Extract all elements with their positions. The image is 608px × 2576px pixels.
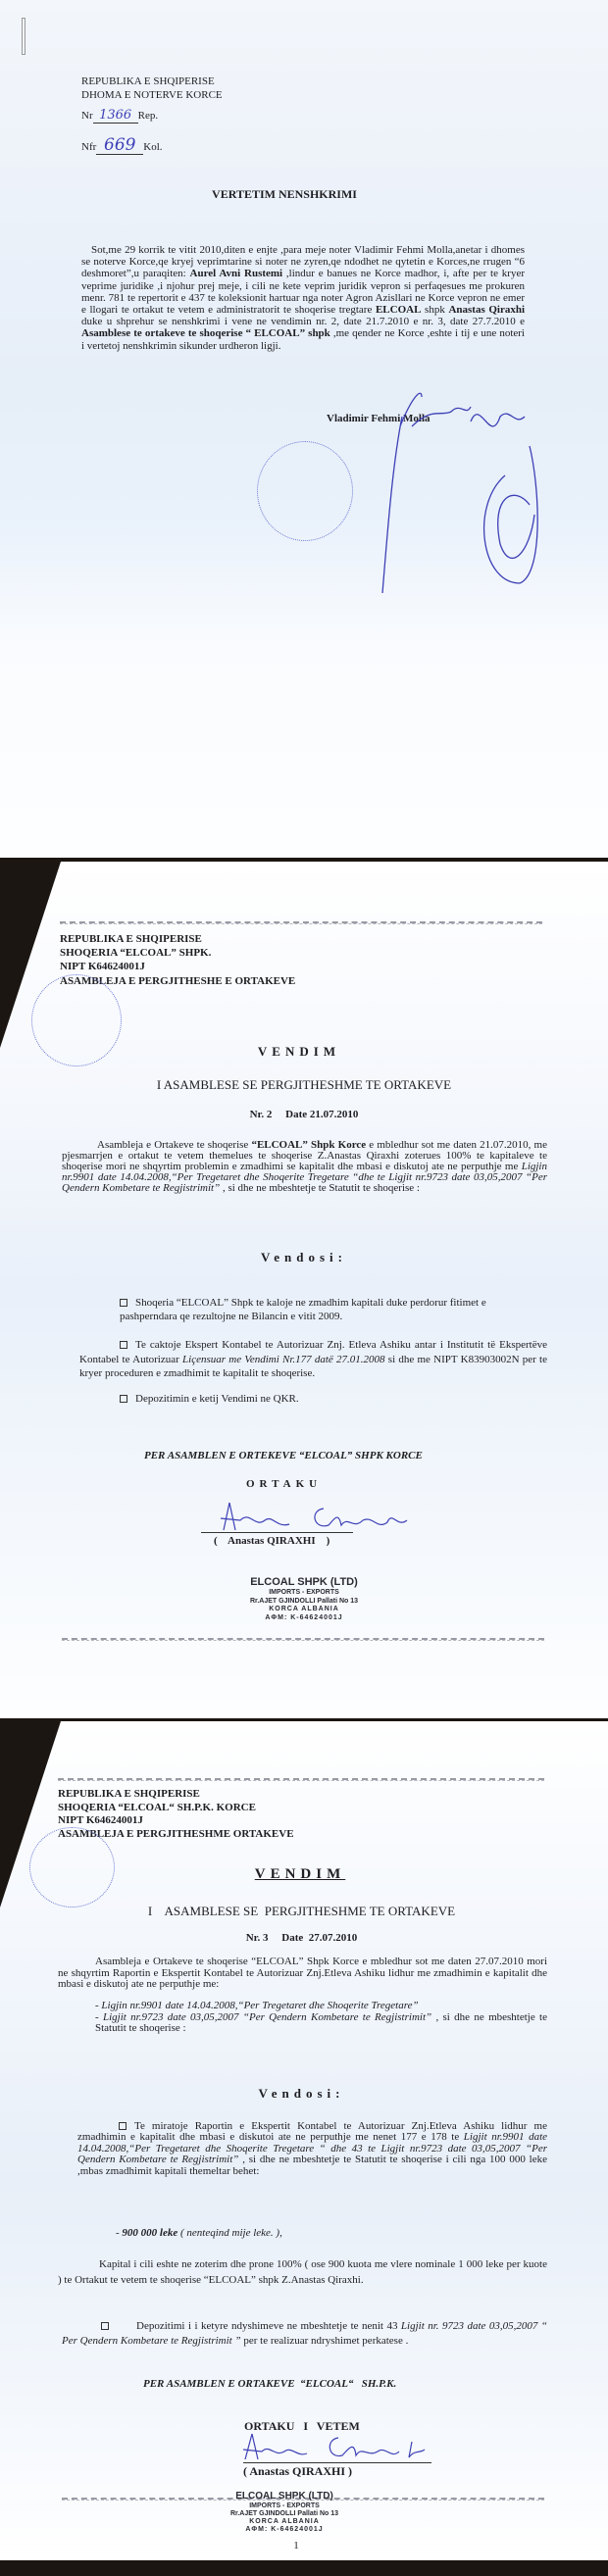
- item-text: [120, 1297, 486, 1322]
- shareholder-signature: [240, 2432, 436, 2465]
- signature-line: [201, 1532, 353, 1533]
- decision-subtitle: I ASAMBLESE SE PERGJITHESHME TE ORTAKEVE: [147, 1904, 456, 1918]
- notary-seal: [257, 441, 353, 541]
- divider: [62, 1638, 544, 1641]
- decision-title: VENDIM: [254, 1866, 346, 1882]
- decision-number-date: Nr. 3 Date 27.07.2010: [245, 1932, 358, 1944]
- text-segment: , si dhe ne mbeshtetje te Statutit te shoqerise :: [95, 2010, 547, 2034]
- signer-role: ORTAKU I VETEM: [244, 2419, 360, 2433]
- decision-item: [62, 2319, 547, 2348]
- header-line: SHOQERIA “ELCOAL“ SH.P.K. KORCE: [58, 1802, 256, 1813]
- item-text: [77, 2120, 547, 2177]
- nr-label: Nr: [81, 110, 93, 122]
- vendosi-heading: Vendosi:: [258, 2086, 345, 2101]
- text-segment: - Ligjit nr.9723 date 03,05,2007 “Per Qendern Kombetare te Regjistrimit”: [95, 2010, 432, 2023]
- text-segment: Te caktoje Ekspert Kontabel te Autorizuar Znj. Etleva Ashiku antar i Institutit të Ekspertëve Kontabel te Autorizuar: [79, 1339, 547, 1365]
- text-segment: Anastas Qiraxhi: [448, 304, 526, 317]
- document-title: VERTETIM NENSHKRIMI: [212, 187, 357, 201]
- text-segment: Ligjit nr.9901 date 14.04.2008,“Per Tregetaret dhe Shoqerite Tregetare “ dhe 43 te Ligjit nr.9723 date 03,05,2007 “Per Qendern Kombetare te Regjistrimit”: [77, 2131, 548, 2166]
- text-segment: Sot,me 29 korrik te vitit 2010,diten e enjte ,para meje noter Vladimir Fehmi Molla,anetar i dhomes se noterve Korce,qe kryej veprimtarine si noter ne zyren,qe ndodhet ne qytetin e Korces,ne rrugen “6 deshmoret”,u paraqiten:: [81, 244, 525, 280]
- text-segment: Depozitimin e ketij Vendimi ne QKR.: [135, 1393, 299, 1405]
- text-segment: -: [116, 2227, 123, 2239]
- checkbox-bullet-icon: [120, 1341, 127, 1349]
- decision-item: [120, 1394, 532, 1406]
- kol-label: Kol.: [143, 141, 163, 153]
- company-stamp-line: AΦM: K-64624001J: [265, 1614, 343, 1621]
- decision-item: [79, 1338, 547, 1381]
- page-number: 1: [293, 2540, 299, 2551]
- text-segment: ( nenteqind mije leke. ),: [177, 2227, 282, 2239]
- text-segment: Kapital i cili eshte ne zoterim dhe prone 100% ( ose 900 kuota me vlere nominale 1 000 leke per kuote ) te Ortakut te vetem te shoqerise “ELCOAL” shpk Z.Anastas Qiraxhi.: [58, 2258, 547, 2286]
- nr-rep-line: [81, 109, 158, 124]
- text-segment: ,lindur e banues ne Korce madhor, i, afte per te kryer veprime juridike ,i njohur prej meje, i cili ne kete veprim juridik vepron si perfaqesues me prokuren menr. 781 te repertorit e 437 te koleksionit hartuar nga noter Agron Azisllari ne Korce vepron ne emer e llogari te ortakut te vetem e administratorit te shoqerise tregtare: [81, 268, 525, 317]
- text-segment: , si dhe ne mbeshtetje te Statutit te shoqerise :: [220, 1182, 420, 1194]
- text-segment: shpk: [421, 304, 449, 317]
- page-decision-2: [0, 862, 608, 1718]
- rep-label: Rep.: [137, 110, 159, 122]
- checkbox-bullet-icon: [119, 2122, 127, 2130]
- header-line: NIPT K64624001J: [58, 1814, 143, 1826]
- page-decision-3: [0, 1721, 608, 2560]
- item-text: [79, 1339, 547, 1379]
- checkbox-bullet-icon: [101, 2322, 109, 2330]
- text-segment: e mbledhur sot me daten 21.07.2010, me pjesmarrjen e ortakut te vetem themelues te shoqerise Z.Anastas Qiraxhi zoterues 100% te kapitaleve te shoqerise mori ne shqyrtim problemin e zmadhimi se kapitalit dhe mbasi e diskutoj ate ne perputhje me: [62, 1139, 547, 1172]
- notary-name: Vladimir Fehmi Molla: [327, 413, 431, 424]
- text-segment: per te realizuar ndryshimet perkatese .: [240, 2334, 409, 2347]
- header-line: REPUBLIKA E SHQIPERISE: [58, 1788, 200, 1800]
- signer-name: ( Anastas QIRAXHI ): [243, 2464, 353, 2478]
- notary-seal: [29, 1827, 115, 1907]
- text-segment: ,me qender ne Korce ,eshte i tij e une noteri i vertetoj nenshkrimin sikunder urdheron ligji.: [81, 327, 525, 352]
- checkbox-bullet-icon: [120, 1299, 127, 1307]
- certification-paragraph: [81, 244, 525, 352]
- text-segment: Asambleja e Ortakeve te shoqerise: [97, 1139, 252, 1151]
- company-stamp-line: KORCA ALBANIA: [249, 2518, 320, 2525]
- shareholder-signature: [216, 1501, 422, 1540]
- text-segment: si dhe me NIPT K83903002N per te kryer proceduren e zmadhimit te kapitalit te shoqerise.: [79, 1353, 547, 1379]
- divider: [60, 921, 542, 924]
- divider: [58, 1778, 544, 1781]
- decision-title: VENDIM: [257, 1044, 341, 1059]
- company-stamp-line: IMPORTS - EXPORTS: [249, 2502, 320, 2509]
- capital-amount: [116, 2227, 282, 2240]
- nfr-value: 669: [104, 135, 136, 155]
- text-segment: - Ligjin nr.9901 date 14.04.2008,“Per Tregetaret dhe Shoqerite Tregetare”: [95, 2000, 419, 2011]
- header-line: ASAMBLEJA E PERGJITHESHME ORTAKEVE: [58, 1828, 294, 1840]
- company-stamp-line: Rr.AJET GJINDOLLI Pallati No 13: [229, 2510, 339, 2517]
- text-segment: Ligjit nr. 9723 date 03,05,2007 “ Per Qendern Kombetare te Regjistrimit ”: [62, 2320, 547, 2347]
- header-line: REPUBLIKA E SHQIPERISE: [60, 933, 202, 945]
- nfr-label: Nfr: [81, 141, 97, 153]
- notary-signature: [343, 387, 549, 603]
- decision-paragraph: [62, 1140, 547, 1194]
- header-line: ASAMBLEJA E PERGJITHESHE E ORTAKEVE: [60, 975, 296, 987]
- decision-paragraph: [58, 1957, 547, 1991]
- text-segment: Asambleja e Ortakeve te shoqerise “ELCOAL” Shpk Korce e mbledhur sot me daten 27.07.2010 mori ne shqyrtim Raportin e Ekspertit Kontabel te Autorizuar Znj.Etleva Ashiku lidhur me zmadhimin e kapitalit dhe mbasi e diskutoj ate ne perputhje me:: [58, 1956, 547, 1990]
- header-line: NIPT K64624001J: [60, 961, 145, 972]
- header-line: REPUBLIKA E SHQIPERISE: [81, 75, 215, 87]
- decision-subtitle: I ASAMBLESE SE PERGJITHESHME TE ORTAKEVE: [156, 1077, 452, 1092]
- text-segment: duke u shprehur se nenshkrimi i vene ne vendimin nr. 2, date 21.7.2010 e nr. 3, date 27.7.2010 e: [81, 316, 525, 328]
- company-stamp-line: Rr.AJET GJINDOLLI Pallati No 13: [249, 1598, 359, 1605]
- header-line: SHOQERIA “ELCOAL” SHPK.: [60, 947, 212, 959]
- nfr-kol-line: [81, 135, 163, 155]
- signer-role: ORTAKU: [246, 1478, 323, 1490]
- decision-number-date: Nr. 2 Date 21.07.2010: [249, 1109, 359, 1120]
- law-references: [95, 2001, 547, 2035]
- closing-line: PER ASAMBLEN E ORTEKEVE “ELCOAL” SHPK KORCE: [144, 1450, 423, 1461]
- company-stamp-name: ELCOAL SHPK (LTD): [250, 1576, 358, 1588]
- text-segment: Te miratoje Raportin e Ekspertit Kontabel te Autorizuar Znj.Etleva Ashiku lidhur me zmadhimin e kapitalit dhe mbasi e diskutoi ate ne perputhje me nenet 177 e 178 te: [77, 2120, 547, 2144]
- scan-mark: [22, 18, 25, 55]
- item-text: [135, 1393, 299, 1405]
- checkbox-bullet-icon: [120, 1395, 127, 1403]
- item-text: [62, 2320, 547, 2347]
- law-reference: [95, 2012, 547, 2035]
- nr-value: 1366: [99, 108, 132, 123]
- decision-item: [120, 1296, 532, 1323]
- signature-line: [243, 2462, 431, 2463]
- text-segment: Shoqeria “ELCOAL” Shpk te kaloje ne zmadhim kapitali duke perdorur fitimet e pashperndara qe rezultojne ne Bilancin e vitit 2009.: [120, 1297, 486, 1322]
- text-segment: 900 000 leke: [122, 2227, 178, 2239]
- signer-name: ( Anastas QIRAXHI ): [214, 1535, 330, 1547]
- text-segment: , si dhe ne mbeshtetje te Statutit te shoqerise i cili nga 100 000 leke ,mbas zmadhimit kapitali themeltar behet:: [77, 2154, 547, 2177]
- text-segment: “ELCOAL” Shpk Korce: [251, 1139, 367, 1151]
- page-notary-certification: [0, 0, 608, 858]
- closing-line: PER ASAMBLEN E ORTAKEVE “ELCOAL“ SH.P.K.: [143, 2378, 397, 2390]
- company-stamp-line: KORCA ALBANIA: [269, 1606, 339, 1612]
- company-stamp-name: ELCOAL SHPK (LTD): [235, 2491, 333, 2502]
- vendosi-heading: Vendosi:: [261, 1250, 347, 1264]
- text-segment: Liçensuar me Vendimi Nr.177 datë 27.01.2008: [182, 1353, 385, 1365]
- company-stamp-line: IMPORTS - EXPORTS: [269, 1589, 339, 1596]
- text-segment: Asamblese te ortakeve te shoqerise “ ELCOAL” shpk: [81, 327, 330, 340]
- text-segment: Aurel Avni Rustemi: [189, 268, 283, 280]
- text-segment: Ligjin nr.9901 date 14.04.2008,“Per Tregetaret dhe Shoqerite Tregetare “dhe te Ligjit nr.9723 date 03,05,2007 “Per Qendern Kombetare te Regjistrimit”: [62, 1161, 547, 1194]
- company-stamp-line: AΦM: K-64624001J: [245, 2526, 324, 2533]
- capital-paragraph: [58, 2257, 547, 2288]
- decision-item: [77, 2121, 547, 2177]
- header-line: DHOMA E NOTERVE KORCE: [81, 89, 223, 101]
- text-segment: ELCOAL: [375, 304, 422, 317]
- text-segment: Depozitimi i i ketyre ndyshimeve ne mbeshtetje te nenit 43: [136, 2320, 401, 2332]
